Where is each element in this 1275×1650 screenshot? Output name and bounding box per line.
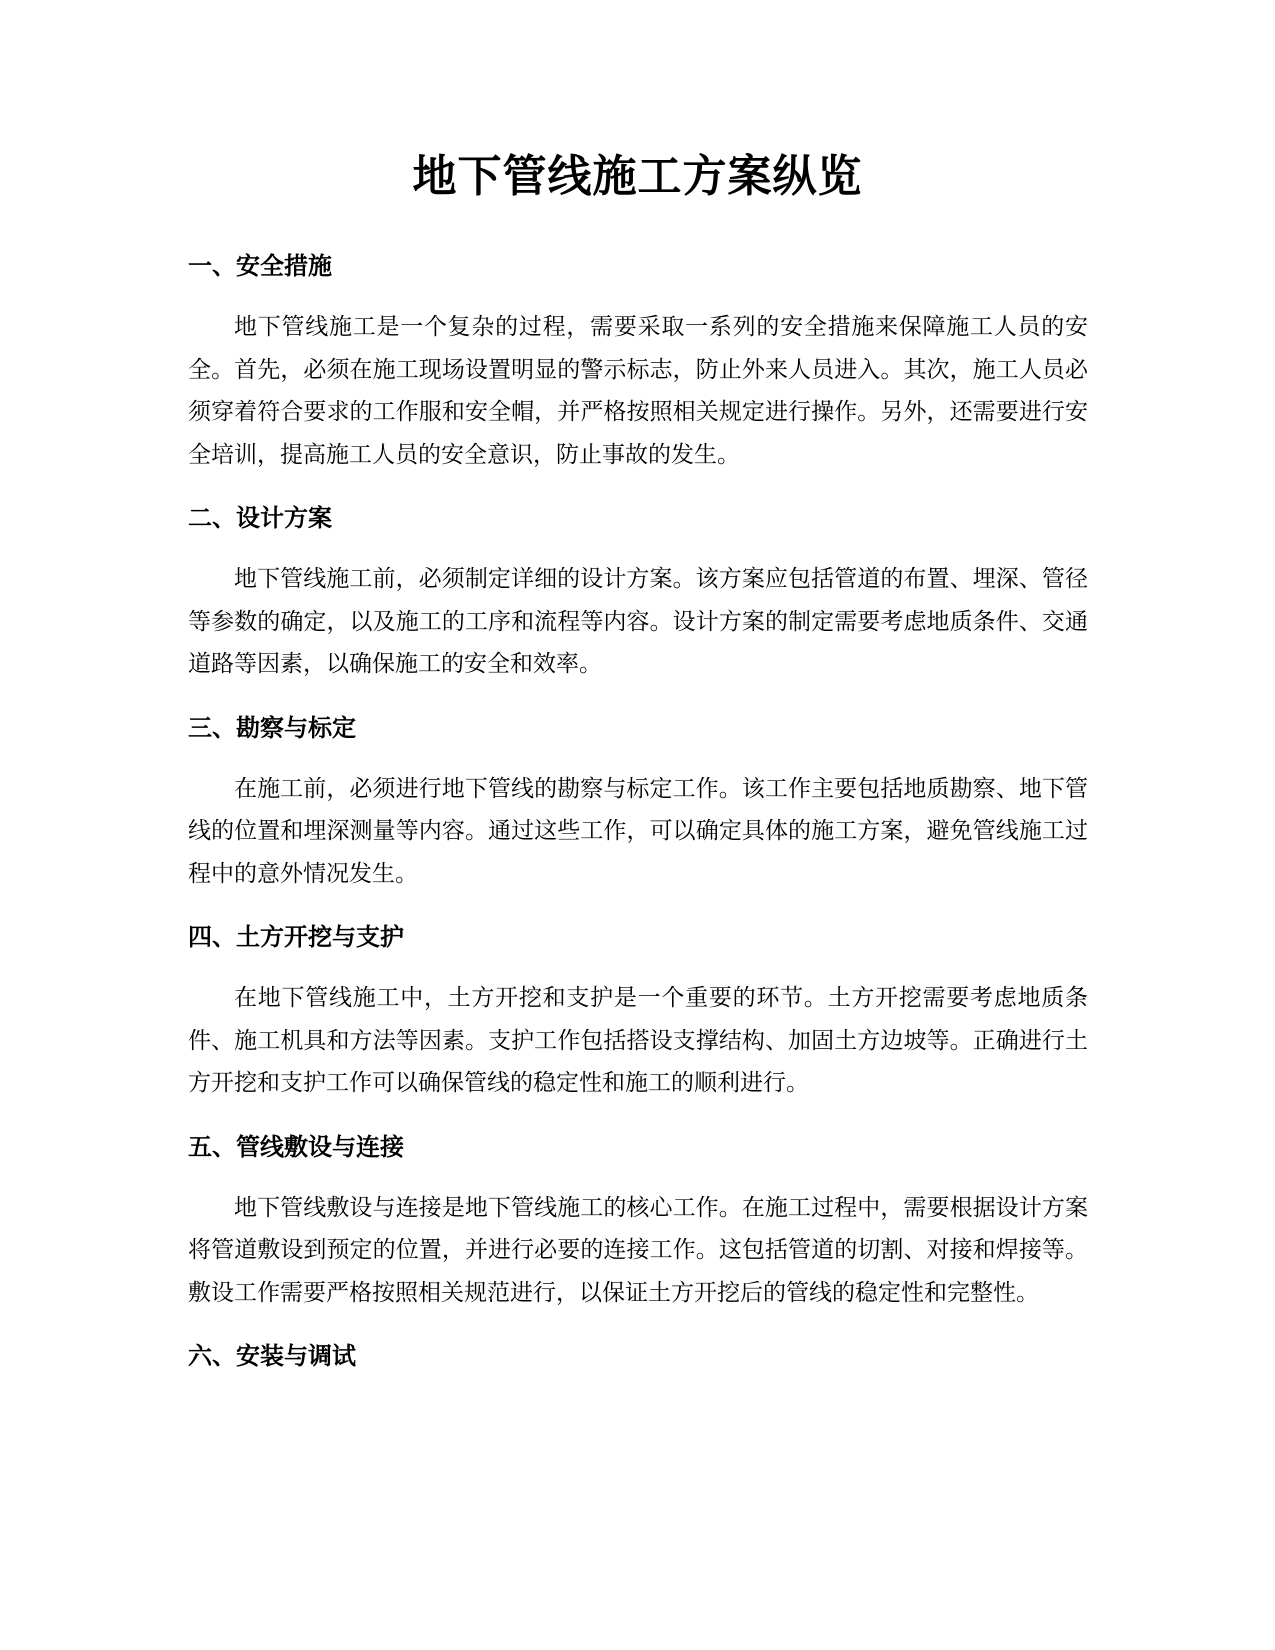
document-title: 地下管线施工方案纵览 [412, 151, 863, 202]
section-paragraph: 地下管线敷设与连接是地下管线施工的核心工作。在施工过程中，需要根据设计方案将管道敷设到预定的位置，并进行必要的连接工作。这包括管道的切割、对接和焊接等。敷设工作需要严格按照相关规范进行，以保证土方开挖后的管线的稳定性和完整性。 [188, 1194, 1088, 1306]
section-heading: 二、设计方案 [188, 504, 332, 532]
section-design-plan [188, 500, 1088, 686]
section-paragraph: 在施工前，必须进行地下管线的勘察与标定工作。该工作主要包括地质勘察、地下管线的位置和埋深测量等内容。通过这些工作，可以确定具体的施工方案，避免管线施工过程中的意外情况发生。 [188, 775, 1088, 887]
section-heading: 一、安全措施 [188, 252, 332, 280]
section-survey-marking [188, 710, 1088, 896]
section-pipe-laying-connection [188, 1129, 1088, 1315]
document-content [188, 240, 1088, 1396]
section-heading: 六、安装与调试 [188, 1342, 356, 1370]
section-paragraph: 地下管线施工是一个复杂的过程，需要采取一系列的安全措施来保障施工人员的安全。首先，必须在施工现场设置明显的警示标志，防止外来人员进入。其次，施工人员必须穿着符合要求的工作服和安全帽，并严格按照相关规定进行操作。另外，还需要进行安全培训，提高施工人员的安全意识，防止事故的发生。 [188, 314, 1088, 468]
section-excavation-support [188, 919, 1088, 1105]
section-safety-measures [188, 248, 1088, 476]
section-heading: 三、勘察与标定 [188, 713, 356, 742]
section-paragraph: 地下管线施工前，必须制定详细的设计方案。该方案应包括管道的布置、埋深、管径等参数的确定，以及施工的工序和流程等内容。设计方案的制定需要考虑地质条件、交通道路等因素，以确保施工的安全和效率。 [188, 566, 1088, 677]
section-heading: 五、管线敷设与连接 [188, 1132, 404, 1161]
section-paragraph: 在地下管线施工中，土方开挖和支护是一个重要的环节。土方开挖需要考虑地质条件、施工机具和方法等因素。支护工作包括搭设支撑结构、加固土方边坡等。正确进行土方开挖和支护工作可以确保管线的稳定性和施工的顺利进行。 [188, 985, 1088, 1096]
section-installation-testing [188, 1338, 1088, 1374]
section-heading: 四、土方开挖与支护 [188, 923, 404, 951]
